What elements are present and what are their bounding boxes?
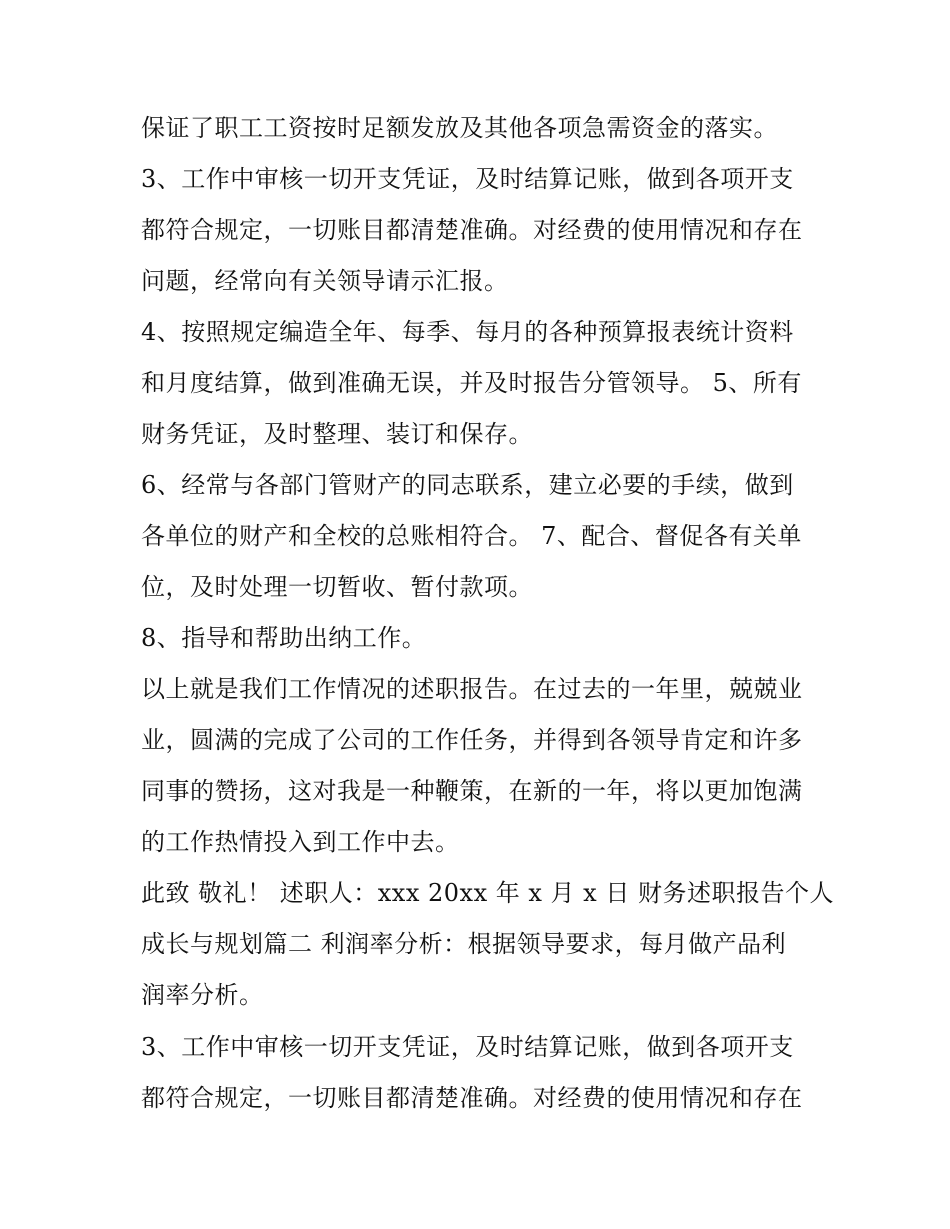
text-line-6: 和月度结算，做到准确无误，并及时报告分管领导。 5、所有 <box>141 369 802 397</box>
text-line-15: 的工作热情投入到工作中去。 <box>141 828 460 856</box>
text-line-4: 问题，经常向有关领导请示汇报。 <box>141 267 509 295</box>
text-line-11: 8、指导和帮助出纳工作。 <box>141 624 427 652</box>
text-line-13: 业，圆满的完成了公司的工作任务，并得到各领导肯定和许多 <box>141 726 803 754</box>
text-line-5: 4、按照规定编造全年、每季、每月的各种预算报表统计资料 <box>141 318 794 346</box>
text-line-18: 润率分析。 <box>141 981 264 1009</box>
text-line-19: 3、工作中审核一切开支凭证，及时结算记账，做到各项开支 <box>141 1033 794 1061</box>
text-line-10: 位，及时处理一切暂收、暂付款项。 <box>141 573 533 601</box>
text-line-8: 6、经常与各部门管财产的同志联系，建立必要的手续，做到 <box>141 471 794 499</box>
text-line-20: 都符合规定，一切账目都清楚准确。对经费的使用情况和存在 <box>141 1084 803 1112</box>
text-line-3: 都符合规定，一切账目都清楚准确。对经费的使用情况和存在 <box>141 216 803 244</box>
text-line-14: 同事的赞扬，这对我是一种鞭策，在新的一年，将以更加饱满 <box>141 777 803 805</box>
text-line-7: 财务凭证，及时整理、装订和保存。 <box>141 420 533 448</box>
text-line-12: 以上就是我们工作情况的述职报告。在过去的一年里，兢兢业 <box>141 675 803 703</box>
text-line-17: 成长与规划篇二 利润率分析：根据领导要求，每月做产品利 <box>141 930 787 958</box>
text-line-16: 此致 敬礼！ 述职人：xxx 20xx 年 x 月 x 日 财务述职报告个人 <box>141 879 834 907</box>
text-line-2: 3、工作中审核一切开支凭证，及时结算记账，做到各项开支 <box>141 165 794 193</box>
text-line-1: 保证了职工工资按时足额发放及其他各项急需资金的落实。 <box>141 114 778 142</box>
text-line-9: 各单位的财产和全校的总账相符合。 7、配合、督促各有关单 <box>141 522 802 550</box>
